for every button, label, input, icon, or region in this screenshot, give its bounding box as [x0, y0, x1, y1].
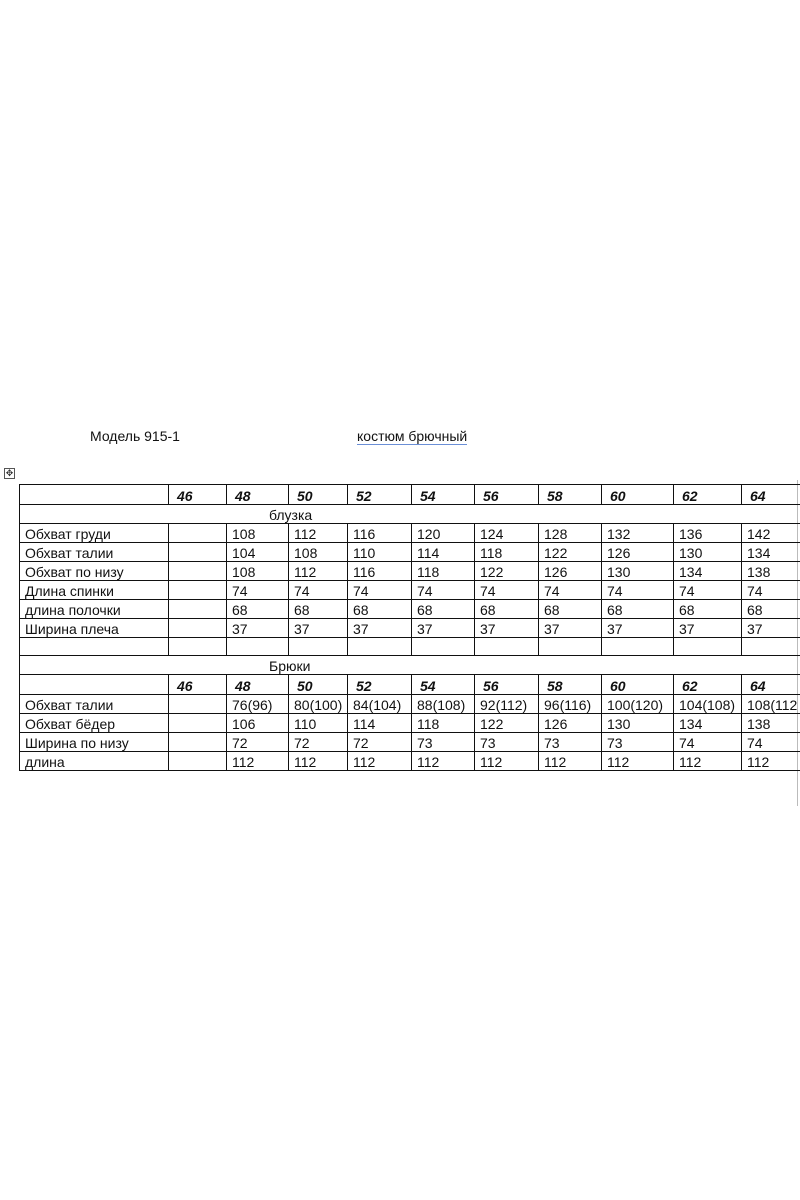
empty-cell — [674, 638, 742, 656]
size-header: 58 — [539, 485, 602, 505]
table-move-icon[interactable]: ✥ — [5, 468, 14, 478]
table-row — [20, 714, 800, 733]
measure-value: 138 — [742, 714, 800, 733]
measure-value — [169, 543, 227, 562]
measure-value: 126 — [539, 562, 602, 581]
measure-value: 108 — [227, 562, 289, 581]
measure-value: 142 — [742, 524, 800, 543]
measure-value — [169, 752, 227, 771]
measure-value: 104(108) — [674, 695, 742, 714]
size-header: 56 — [475, 675, 539, 695]
measure-value: 110 — [289, 714, 348, 733]
measure-value — [169, 581, 227, 600]
measure-value: 122 — [475, 714, 539, 733]
measure-value: 37 — [412, 619, 475, 638]
size-header: 62 — [674, 485, 742, 505]
measure-name: Обхват талии — [20, 695, 169, 714]
measure-value: 74 — [475, 581, 539, 600]
measure-value: 68 — [227, 600, 289, 619]
measure-value: 76(96) — [227, 695, 289, 714]
measure-value: 128 — [539, 524, 602, 543]
measure-value: 134 — [674, 562, 742, 581]
measure-name: Ширина плеча — [20, 619, 169, 638]
measure-value: 134 — [742, 543, 800, 562]
size-header: 52 — [348, 485, 412, 505]
measure-value: 112 — [674, 752, 742, 771]
measure-name: Обхват по низу — [20, 562, 169, 581]
size-header: 56 — [475, 485, 539, 505]
table-row — [20, 562, 800, 581]
measure-value: 136 — [674, 524, 742, 543]
measure-value: 74 — [742, 733, 800, 752]
size-header: 50 — [289, 485, 348, 505]
measure-value: 72 — [289, 733, 348, 752]
empty-cell — [289, 638, 348, 656]
measure-value: 112 — [289, 524, 348, 543]
pants-section — [20, 656, 800, 675]
measure-value: 108(112 — [742, 695, 800, 714]
measure-value: 122 — [539, 543, 602, 562]
measure-value: 122 — [475, 562, 539, 581]
measure-value: 37 — [539, 619, 602, 638]
section-label: Брюки — [20, 656, 800, 675]
measure-value: 132 — [602, 524, 674, 543]
corner-cell — [20, 675, 169, 695]
measure-value: 112 — [289, 562, 348, 581]
measure-value — [169, 524, 227, 543]
measure-value: 68 — [742, 600, 800, 619]
empty-cell — [539, 638, 602, 656]
product-name: костюм брючный — [357, 428, 468, 444]
size-header: 58 — [539, 675, 602, 695]
measure-value: 100(120) — [602, 695, 674, 714]
empty-cell — [412, 638, 475, 656]
table-row — [20, 733, 800, 752]
measure-value — [169, 733, 227, 752]
table-row — [20, 524, 800, 543]
measure-value: 84(104) — [348, 695, 412, 714]
measure-value — [169, 600, 227, 619]
measure-value: 124 — [475, 524, 539, 543]
measure-value: 68 — [412, 600, 475, 619]
size-header: 52 — [348, 675, 412, 695]
measure-value: 112 — [412, 752, 475, 771]
measure-value: 118 — [475, 543, 539, 562]
measure-value: 74 — [348, 581, 412, 600]
measure-value: 68 — [475, 600, 539, 619]
measure-value — [169, 562, 227, 581]
measure-value: 114 — [348, 714, 412, 733]
size-header: 54 — [412, 675, 475, 695]
model-number: Модель 915-1 — [90, 428, 180, 444]
empty-cell — [348, 638, 412, 656]
measure-value: 68 — [674, 600, 742, 619]
measure-name: Ширина по низу — [20, 733, 169, 752]
measure-value: 72 — [348, 733, 412, 752]
size-header: 48 — [227, 485, 289, 505]
measure-value: 68 — [602, 600, 674, 619]
measure-value: 37 — [742, 619, 800, 638]
table-row — [20, 752, 800, 771]
corner-cell — [20, 485, 169, 505]
measure-value: 112 — [539, 752, 602, 771]
table-row — [20, 543, 800, 562]
size-header: 64 — [742, 485, 800, 505]
measure-value: 80(100) — [289, 695, 348, 714]
measure-value: 126 — [602, 543, 674, 562]
measure-value: 37 — [475, 619, 539, 638]
measure-value: 73 — [539, 733, 602, 752]
empty-cell — [20, 638, 169, 656]
size-header: 62 — [674, 675, 742, 695]
measure-value: 73 — [475, 733, 539, 752]
measure-value: 118 — [412, 562, 475, 581]
measure-value: 68 — [539, 600, 602, 619]
measure-value: 134 — [674, 714, 742, 733]
measure-value: 88(108) — [412, 695, 475, 714]
size-header: 54 — [412, 485, 475, 505]
empty-cell — [475, 638, 539, 656]
measure-value: 104 — [227, 543, 289, 562]
measure-value: 138 — [742, 562, 800, 581]
measure-value: 74 — [227, 581, 289, 600]
empty-row — [20, 638, 800, 656]
measure-value: 96(116) — [539, 695, 602, 714]
measure-value: 92(112) — [475, 695, 539, 714]
measure-value: 73 — [412, 733, 475, 752]
size-header: 46 — [169, 675, 227, 695]
size-header: 60 — [602, 675, 674, 695]
measure-value: 37 — [227, 619, 289, 638]
measure-value: 37 — [602, 619, 674, 638]
measure-value: 112 — [742, 752, 800, 771]
measure-value: 74 — [412, 581, 475, 600]
measure-value: 68 — [289, 600, 348, 619]
measure-name: Обхват талии — [20, 543, 169, 562]
size-header: 64 — [742, 675, 800, 695]
measure-value: 74 — [289, 581, 348, 600]
measure-value: 120 — [412, 524, 475, 543]
measure-value: 74 — [742, 581, 800, 600]
measure-value: 37 — [289, 619, 348, 638]
blouse-section — [20, 505, 800, 524]
measure-value: 37 — [674, 619, 742, 638]
measure-value: 130 — [674, 543, 742, 562]
measure-value: 116 — [348, 524, 412, 543]
measure-name: длина — [20, 752, 169, 771]
measure-value: 74 — [602, 581, 674, 600]
size-header-row — [20, 485, 800, 505]
measure-value: 112 — [602, 752, 674, 771]
measure-value — [169, 619, 227, 638]
measure-value: 72 — [227, 733, 289, 752]
measure-value: 68 — [348, 600, 412, 619]
size-header: 48 — [227, 675, 289, 695]
measure-value: 110 — [348, 543, 412, 562]
measure-value — [169, 695, 227, 714]
measure-value: 112 — [348, 752, 412, 771]
table-row — [20, 581, 800, 600]
measure-value — [169, 714, 227, 733]
pants-size-header-row — [20, 675, 800, 695]
measure-name: Обхват груди — [20, 524, 169, 543]
measure-value: 116 — [348, 562, 412, 581]
measure-name: Обхват бёдер — [20, 714, 169, 733]
measure-name: Длина спинки — [20, 581, 169, 600]
empty-cell — [602, 638, 674, 656]
measure-value: 118 — [412, 714, 475, 733]
empty-cell — [742, 638, 800, 656]
size-table — [19, 484, 800, 771]
measure-value: 112 — [475, 752, 539, 771]
measure-value: 74 — [674, 733, 742, 752]
measure-value: 112 — [289, 752, 348, 771]
measure-value: 130 — [602, 714, 674, 733]
table-row — [20, 600, 800, 619]
empty-cell — [169, 638, 227, 656]
measure-value: 112 — [227, 752, 289, 771]
measure-value: 108 — [289, 543, 348, 562]
table-row — [20, 619, 800, 638]
measure-value: 73 — [602, 733, 674, 752]
measure-value: 106 — [227, 714, 289, 733]
measure-value: 130 — [602, 562, 674, 581]
measure-value: 74 — [674, 581, 742, 600]
measure-value: 37 — [348, 619, 412, 638]
measure-value: 74 — [539, 581, 602, 600]
measure-name: длина полочки — [20, 600, 169, 619]
size-header: 60 — [602, 485, 674, 505]
measure-value: 108 — [227, 524, 289, 543]
measure-value: 114 — [412, 543, 475, 562]
measure-value: 126 — [539, 714, 602, 733]
section-label: блузка — [20, 505, 800, 524]
empty-cell — [227, 638, 289, 656]
size-header: 50 — [289, 675, 348, 695]
table-row — [20, 695, 800, 714]
size-header: 46 — [169, 485, 227, 505]
